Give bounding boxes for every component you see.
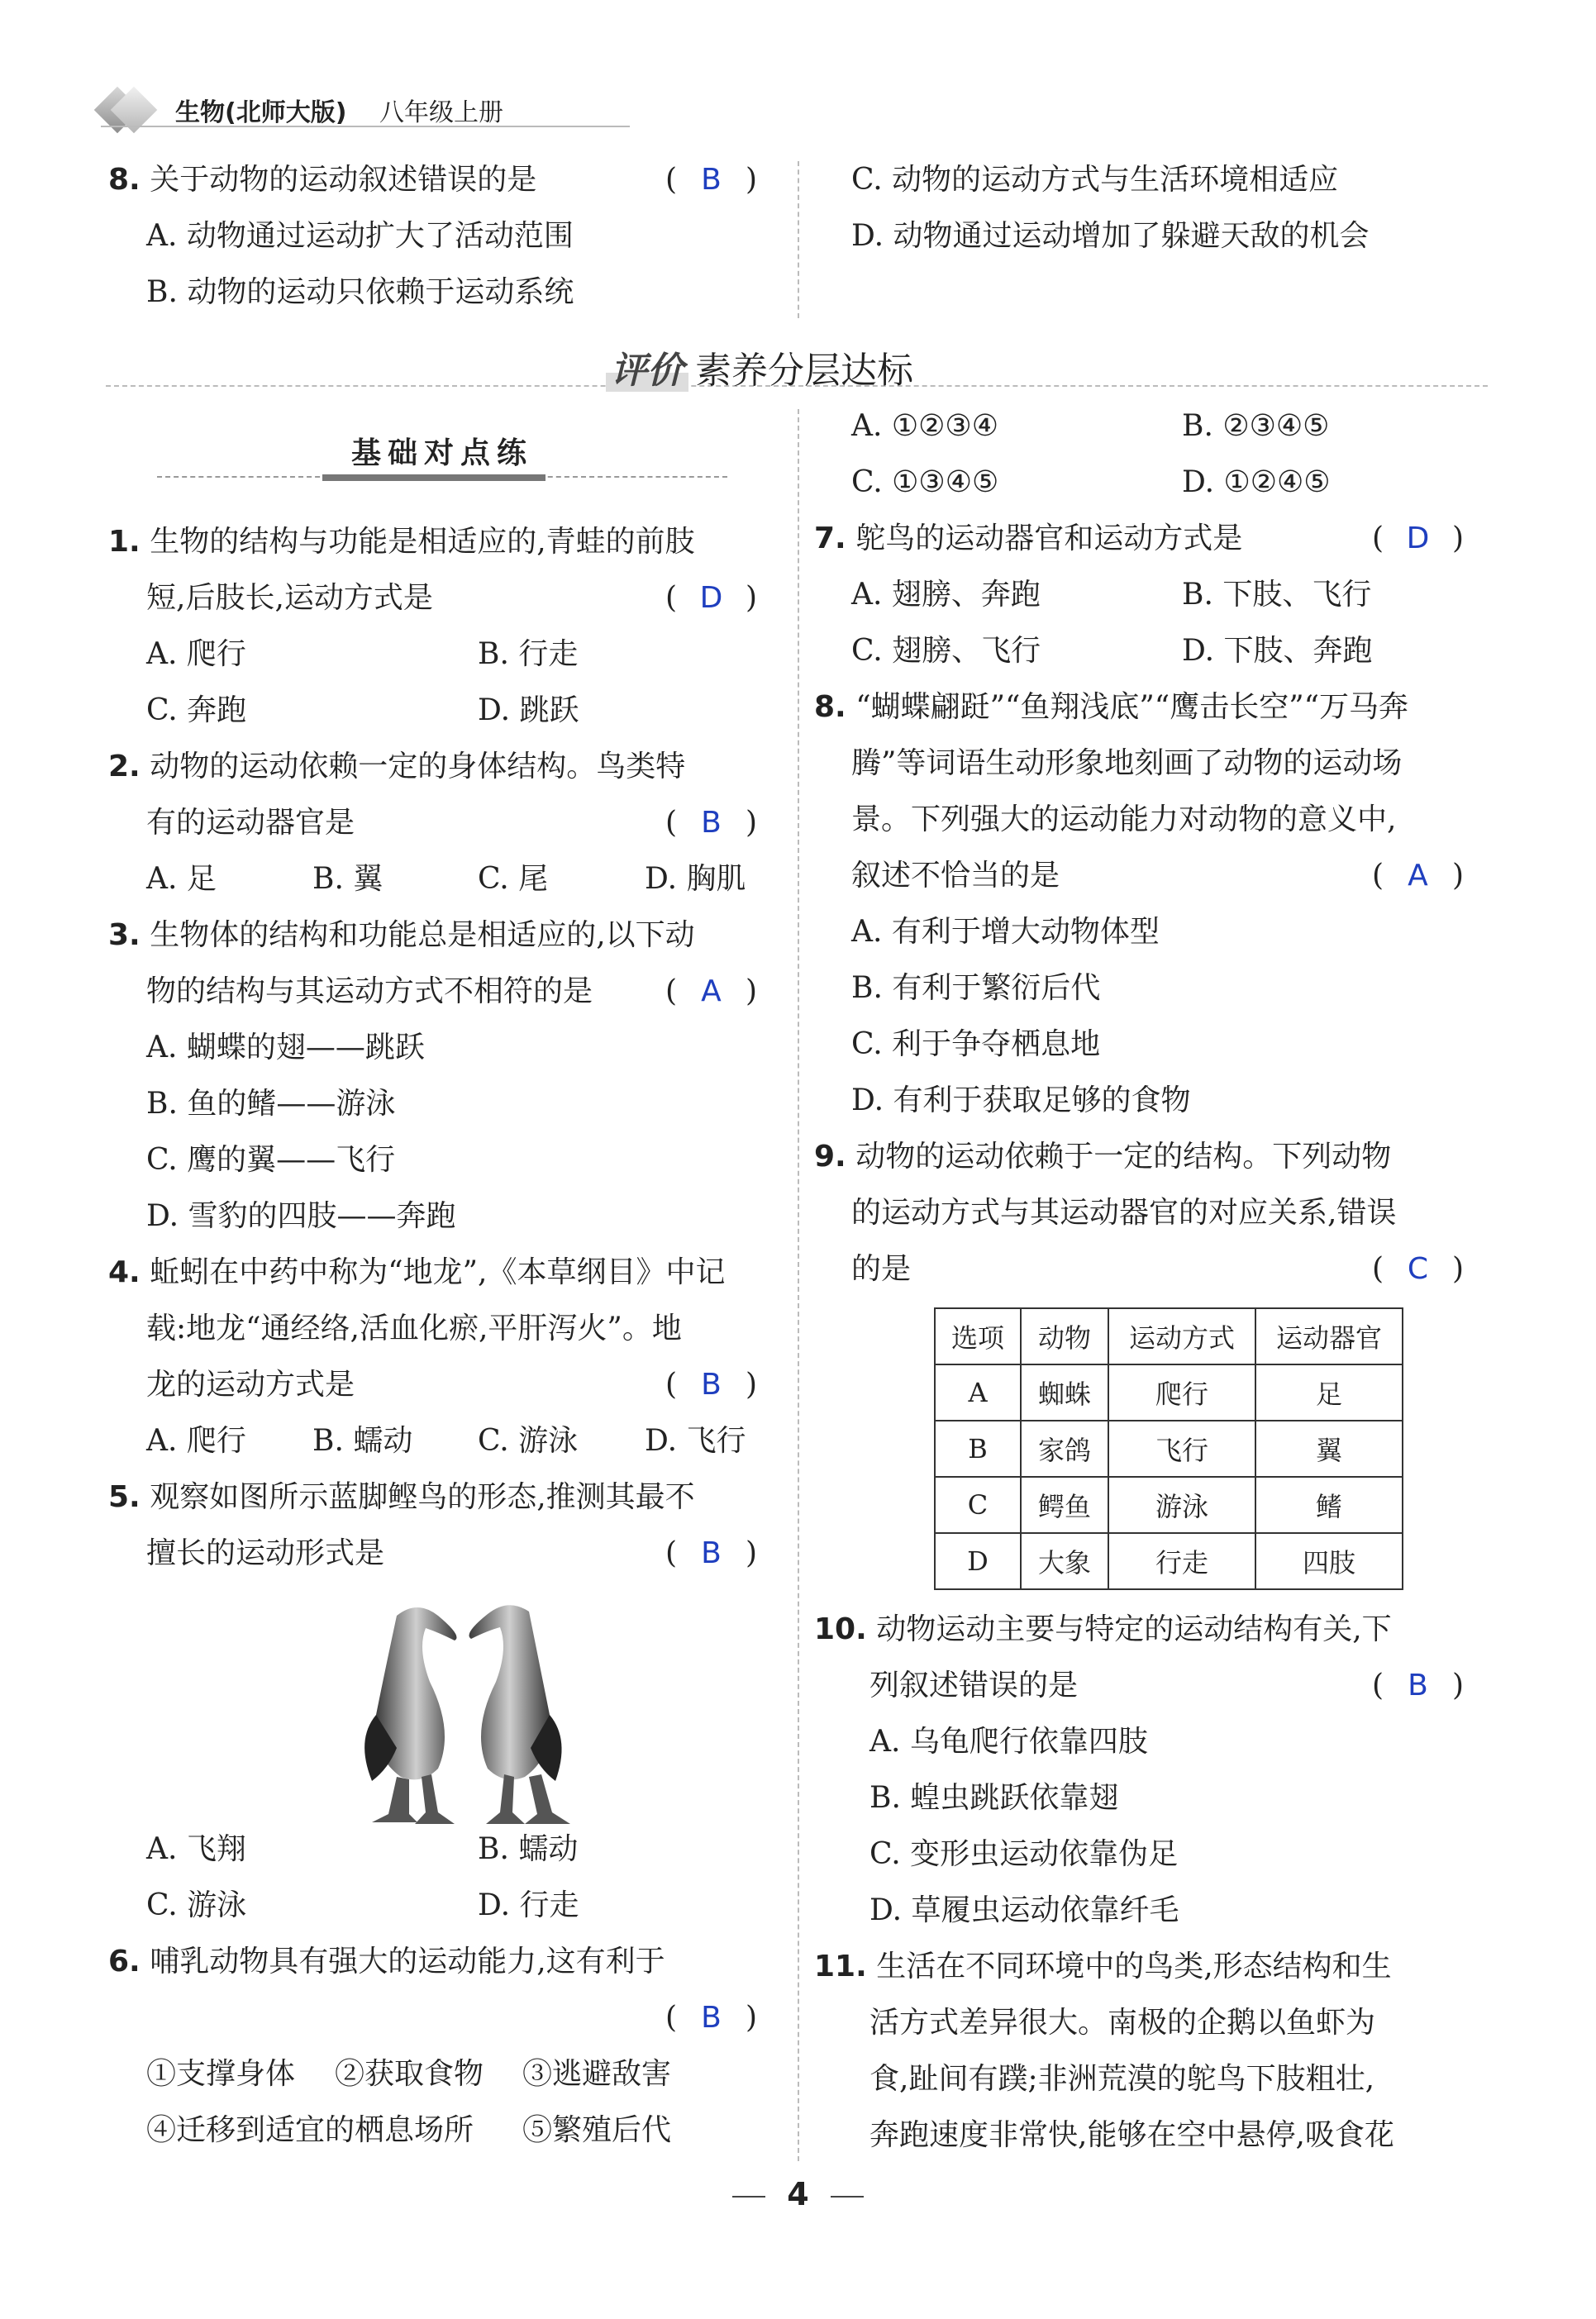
table-header-row — [935, 1308, 1403, 1364]
table-header: 动物 — [1021, 1308, 1108, 1364]
table-cell: 翼 — [1255, 1421, 1403, 1477]
q8-option-d: D. 有利于获取足够的食物 — [851, 1083, 1191, 1117]
q9-stem: 9. 动物的运动依赖于一定的结构。下列动物 — [814, 1140, 1392, 1174]
q10-option-d: D. 草履虫运动依靠纤毛 — [869, 1893, 1179, 1927]
table-cell: B — [935, 1421, 1021, 1477]
q11-stem-3: 食,趾间有蹼;非洲荒漠的鸵鸟下肢粗壮, — [869, 2062, 1375, 2096]
q5-option-d: D. 行走 — [478, 1888, 579, 1922]
banner-label: 评价 — [606, 350, 688, 392]
q2-stem-2: 有的运动器官是 — [146, 806, 355, 840]
q6-item-4: ④迁移到适宜的栖息场所 — [146, 2113, 474, 2147]
top-q8-option-b: B. 动物的运动只依赖于运动系统 — [146, 275, 574, 309]
q8-option-b: B. 有利于繁衍后代 — [851, 971, 1101, 1005]
table-cell: 大象 — [1021, 1533, 1108, 1589]
q7-option-b: B. 下肢、飞行 — [1182, 578, 1372, 612]
top-q8-option-a: A. 动物通过运动扩大了活动范围 — [146, 219, 574, 253]
q4-option-c: C. 游泳 — [478, 1424, 579, 1458]
q4-stem-3: 龙的运动方式是 — [146, 1368, 355, 1402]
table-row — [935, 1477, 1403, 1533]
q1-option-c: C. 奔跑 — [146, 693, 247, 727]
q8-option-c: C. 利于争夺栖息地 — [851, 1027, 1101, 1061]
q3-answer: ( A ) — [665, 974, 757, 1008]
table-cell: 爬行 — [1108, 1364, 1255, 1421]
q8-stem: 8. “蝴蝶翩跹”“鱼翔浅底”“鹰击长空”“万马奔 — [814, 690, 1409, 724]
q6-option-b: B. ②③④⑤ — [1182, 409, 1330, 443]
q6-item-2: ②获取食物 — [335, 2057, 484, 2091]
q8-stem-4: 叙述不恰当的是 — [851, 859, 1060, 893]
q10-option-a: A. 乌龟爬行依靠四肢 — [869, 1725, 1148, 1759]
q3-option-d: D. 雪豹的四肢——奔跑 — [146, 1199, 456, 1233]
table-cell: 四肢 — [1255, 1533, 1403, 1589]
table-cell: D — [935, 1533, 1021, 1589]
column-divider — [798, 161, 799, 318]
page-number: 4 — [0, 2176, 1596, 2212]
table-row — [935, 1533, 1403, 1589]
q6-stem: 6. 哺乳动物具有强大的运动能力,这有利于 — [108, 1945, 665, 1979]
q2-option-b: B. 翼 — [312, 862, 384, 896]
q5-stem: 5. 观察如图所示蓝脚鲣鸟的形态,推测其最不 — [108, 1480, 695, 1514]
q10-answer: ( B ) — [1372, 1669, 1464, 1702]
blue-footed-booby-image — [339, 1591, 587, 1826]
table-header: 选项 — [935, 1308, 1021, 1364]
q5-option-c: C. 游泳 — [146, 1888, 247, 1922]
q4-option-a: A. 爬行 — [146, 1424, 246, 1458]
q2-answer: ( B ) — [665, 806, 757, 840]
table-cell: 行走 — [1108, 1533, 1255, 1589]
q9-table — [934, 1307, 1403, 1590]
subsection-heading — [157, 430, 727, 488]
q5-stem-2: 擅长的运动形式是 — [146, 1536, 385, 1570]
q8-answer: ( A ) — [1372, 859, 1464, 893]
q4-answer: ( B ) — [665, 1368, 757, 1402]
q7-option-a: A. 翅膀、奔跑 — [851, 578, 1041, 612]
table-row — [935, 1364, 1403, 1421]
q9-stem-2: 的运动方式与其运动器官的对应关系,错误 — [851, 1196, 1397, 1230]
table-cell: 足 — [1255, 1364, 1403, 1421]
q7-stem: 7. 鸵鸟的运动器官和运动方式是 — [814, 521, 1243, 555]
q3-option-c: C. 鹰的翼——飞行 — [146, 1143, 396, 1177]
table-header: 运动器官 — [1255, 1308, 1403, 1364]
q10-option-b: B. 蝗虫跳跃依靠翅 — [869, 1781, 1119, 1815]
q2-option-c: C. 尾 — [478, 862, 549, 896]
top-q8-option-d: D. 动物通过运动增加了躲避天敌的机会 — [851, 219, 1370, 253]
q1-option-b: B. 行走 — [478, 637, 579, 671]
q6-option-a: A. ①②③④ — [851, 409, 998, 443]
q6-item-3: ③逃避敌害 — [522, 2057, 672, 2091]
q10-option-c: C. 变形虫运动依靠伪足 — [869, 1837, 1179, 1871]
q1-stem-2: 短,后肢长,运动方式是 — [146, 581, 433, 615]
q9-stem-3: 的是 — [851, 1252, 912, 1286]
q2-stem: 2. 动物的运动依赖一定的身体结构。鸟类特 — [108, 750, 686, 783]
q11-stem-2: 活方式差异很大。南极的企鹅以鱼虾为 — [869, 2006, 1376, 2040]
q3-stem-2: 物的结构与其运动方式不相符的是 — [146, 974, 593, 1008]
table-cell: 蜘蛛 — [1021, 1364, 1108, 1421]
q5-option-a: A. 飞翔 — [146, 1832, 246, 1866]
q1-option-a: A. 爬行 — [146, 637, 246, 671]
q3-stem: 3. 生物体的结构和功能总是相适应的,以下动 — [108, 918, 695, 952]
table-cell: 飞行 — [1108, 1421, 1255, 1477]
q4-stem: 4. 蚯蚓在中药中称为“地龙”,《本草纲目》中记 — [108, 1255, 726, 1289]
table-cell: 家鸽 — [1021, 1421, 1108, 1477]
q6-option-c: C. ①③④⑤ — [851, 465, 999, 499]
table-cell: 鳍 — [1255, 1477, 1403, 1533]
q3-option-b: B. 鱼的鳍——游泳 — [146, 1087, 396, 1121]
table-row — [935, 1421, 1403, 1477]
q1-option-d: D. 跳跃 — [478, 693, 579, 727]
top-q8-option-c: C. 动物的运动方式与生活环境相适应 — [851, 163, 1339, 197]
q7-answer: ( D ) — [1372, 521, 1464, 555]
q4-stem-2: 载:地龙“通经络,活血化瘀,平肝泻火”。地 — [146, 1312, 682, 1345]
q2-option-d: D. 胸肌 — [645, 862, 746, 896]
table-cell: 游泳 — [1108, 1477, 1255, 1533]
q1-answer: ( D ) — [665, 581, 757, 615]
subsection-title: 基础对点练 — [350, 436, 533, 470]
q11-stem-4: 奔跑速度非常快,能够在空中悬停,吸食花 — [869, 2118, 1394, 2152]
q5-option-b: B. 蠕动 — [478, 1832, 579, 1866]
q10-stem: 10. 动物运动主要与特定的运动结构有关,下 — [814, 1612, 1392, 1646]
q1-stem: 1. 生物的结构与功能是相适应的,青蛙的前肢 — [108, 525, 695, 559]
q6-answer: ( B ) — [665, 2001, 757, 2035]
table-cell: C — [935, 1477, 1021, 1533]
q10-stem-2: 列叙述错误的是 — [869, 1669, 1079, 1702]
q8-option-a: A. 有利于增大动物体型 — [851, 915, 1160, 949]
q7-option-d: D. 下肢、奔跑 — [1182, 634, 1373, 668]
q8-stem-2: 腾”等词语生动形象地刻画了动物的运动场 — [851, 746, 1403, 780]
q5-answer: ( B ) — [665, 1536, 757, 1570]
q6-option-d: D. ①②④⑤ — [1182, 465, 1331, 499]
column-divider — [798, 409, 799, 2161]
header-subject: 生物(北师大版) — [175, 98, 347, 127]
q7-option-c: C. 翅膀、飞行 — [851, 634, 1041, 668]
q4-option-b: B. 蠕动 — [312, 1424, 413, 1458]
q6-item-5: ⑤繁殖后代 — [522, 2113, 672, 2147]
banner-title: 素养分层达标 — [695, 350, 913, 392]
q4-option-d: D. 飞行 — [645, 1424, 746, 1458]
top-q8-stem: 8. 关于动物的运动叙述错误的是 — [108, 163, 537, 197]
table-cell: 鳄鱼 — [1021, 1477, 1108, 1533]
q3-option-a: A. 蝴蝶的翅——跳跃 — [146, 1031, 425, 1064]
section-banner — [106, 347, 1488, 392]
header-grade: 八年级上册 — [379, 98, 503, 127]
q11-stem: 11. 生活在不同环境中的鸟类,形态结构和生 — [814, 1950, 1392, 1983]
q6-item-1: ①支撑身体 — [146, 2057, 296, 2091]
table-header: 运动方式 — [1108, 1308, 1255, 1364]
header-rule — [101, 126, 630, 127]
q9-answer: ( C ) — [1372, 1252, 1464, 1286]
table-cell: A — [935, 1364, 1021, 1421]
q8-stem-3: 景。下列强大的运动能力对动物的意义中, — [851, 802, 1397, 836]
q2-option-a: A. 足 — [146, 862, 217, 896]
top-q8-answer: ( B ) — [665, 163, 757, 197]
